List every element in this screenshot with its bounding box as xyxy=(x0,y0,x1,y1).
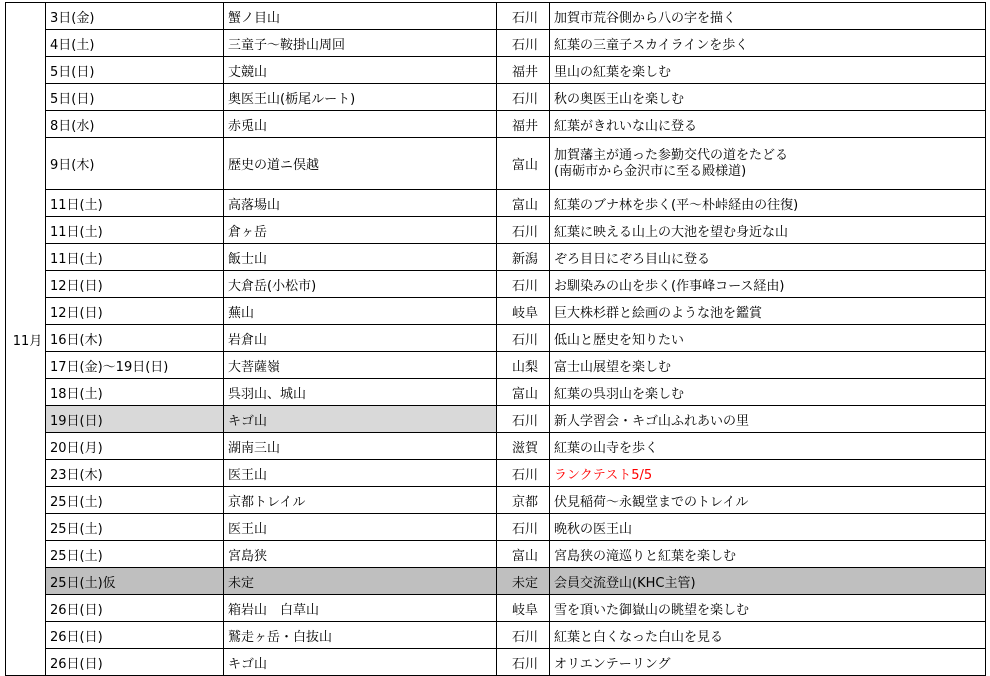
mountain-cell: 歴史の道ニ俣越 xyxy=(224,138,497,190)
table-row xyxy=(6,190,986,217)
description-cell: 会員交流登山(KHC主管) xyxy=(550,568,986,595)
date-cell: 26日(日) xyxy=(46,595,224,622)
table-row xyxy=(6,138,986,190)
date-cell: 3日(金) xyxy=(46,3,224,30)
mountain-cell: 三童子～鞍掛山周回 xyxy=(224,30,497,57)
date-cell: 19日(日) xyxy=(46,406,224,433)
mountain-cell: 奥医王山(栃尾ルート) xyxy=(224,84,497,111)
table-row xyxy=(6,433,986,460)
date-cell: 5日(日) xyxy=(46,57,224,84)
prefecture-cell: 京都 xyxy=(497,487,550,514)
date-cell: 26日(日) xyxy=(46,649,224,676)
table-row xyxy=(6,541,986,568)
date-cell: 9日(木) xyxy=(46,138,224,190)
date-cell: 8日(水) xyxy=(46,111,224,138)
date-cell: 12日(日) xyxy=(46,271,224,298)
date-cell: 16日(木) xyxy=(46,325,224,352)
table-row xyxy=(6,352,986,379)
description-cell: 紅葉の呉羽山を楽しむ xyxy=(550,379,986,406)
description-cell: 紅葉と白くなった白山を見る xyxy=(550,622,986,649)
prefecture-cell: 石川 xyxy=(497,622,550,649)
table-row xyxy=(6,649,986,676)
prefecture-cell: 山梨 xyxy=(497,352,550,379)
description-cell: ぞろ目日にぞろ目山に登る xyxy=(550,244,986,271)
table-row xyxy=(6,271,986,298)
date-cell: 18日(土) xyxy=(46,379,224,406)
description-cell: 秋の奥医王山を楽しむ xyxy=(550,84,986,111)
table-row xyxy=(6,111,986,138)
table-row xyxy=(6,325,986,352)
date-cell: 20日(月) xyxy=(46,433,224,460)
prefecture-cell: 石川 xyxy=(497,30,550,57)
description-cell: 紅葉の三童子スカイラインを歩く xyxy=(550,30,986,57)
mountain-cell: 赤兎山 xyxy=(224,111,497,138)
month-cell: 11月 xyxy=(6,3,46,676)
description-cell: 伏見稲荷～永観堂までのトレイル xyxy=(550,487,986,514)
table-row-highlighted xyxy=(6,406,986,433)
prefecture-cell: 石川 xyxy=(497,325,550,352)
prefecture-cell: 新潟 xyxy=(497,244,550,271)
table-row xyxy=(6,298,986,325)
date-cell: 25日(土) xyxy=(46,541,224,568)
mountain-cell: 京都トレイル xyxy=(224,487,497,514)
mountain-cell: 医王山 xyxy=(224,514,497,541)
prefecture-cell: 富山 xyxy=(497,190,550,217)
description-cell: 紅葉の山寺を歩く xyxy=(550,433,986,460)
mountain-cell: 蕪山 xyxy=(224,298,497,325)
table-row xyxy=(6,30,986,57)
date-cell: 25日(土) xyxy=(46,514,224,541)
date-cell: 25日(土) xyxy=(46,487,224,514)
prefecture-cell: 富山 xyxy=(497,541,550,568)
mountain-cell: 医王山 xyxy=(224,460,497,487)
prefecture-cell: 未定 xyxy=(497,568,550,595)
description-cell xyxy=(550,138,986,190)
mountain-cell: 岩倉山 xyxy=(224,325,497,352)
date-cell: 11日(土) xyxy=(46,244,224,271)
description-cell: 里山の紅葉を楽しむ xyxy=(550,57,986,84)
date-cell: 12日(日) xyxy=(46,298,224,325)
description-cell: 雪を頂いた御嶽山の眺望を楽しむ xyxy=(550,595,986,622)
prefecture-cell: 石川 xyxy=(497,460,550,487)
prefecture-cell: 福井 xyxy=(497,57,550,84)
mountain-cell: 鷲走ヶ岳・白抜山 xyxy=(224,622,497,649)
mountain-cell: 未定 xyxy=(224,568,497,595)
prefecture-cell: 滋賀 xyxy=(497,433,550,460)
description-cell: お馴染みの山を歩く(作事峰コース経由) xyxy=(550,271,986,298)
table-row xyxy=(6,57,986,84)
prefecture-cell: 石川 xyxy=(497,406,550,433)
description-cell: 富士山展望を楽しむ xyxy=(550,352,986,379)
mountain-cell: キゴ山 xyxy=(224,406,497,433)
description-cell: 紅葉のブナ林を歩く(平～朴峠経由の往復) xyxy=(550,190,986,217)
schedule-body xyxy=(6,3,986,676)
mountain-cell: 蟹ノ目山 xyxy=(224,3,497,30)
date-cell: 11日(土) xyxy=(46,217,224,244)
date-cell: 25日(土)仮 xyxy=(46,568,224,595)
prefecture-cell: 石川 xyxy=(497,514,550,541)
mountain-cell: 倉ヶ岳 xyxy=(224,217,497,244)
description-cell: 巨大株杉群と絵画のような池を鑑賞 xyxy=(550,298,986,325)
table-row xyxy=(6,514,986,541)
description-cell-rank-test: ランクテスト5/5 xyxy=(550,460,986,487)
mountain-cell: 丈競山 xyxy=(224,57,497,84)
mountain-cell: 湖南三山 xyxy=(224,433,497,460)
mountain-cell: 大菩薩嶺 xyxy=(224,352,497,379)
mountain-cell: キゴ山 xyxy=(224,649,497,676)
mountain-cell: 飯士山 xyxy=(224,244,497,271)
mountain-cell: 大倉岳(小松市) xyxy=(224,271,497,298)
mountain-cell: 箱岩山 白草山 xyxy=(224,595,497,622)
date-cell: 23日(木) xyxy=(46,460,224,487)
prefecture-cell: 福井 xyxy=(497,111,550,138)
prefecture-cell: 富山 xyxy=(497,138,550,190)
description-cell: 紅葉に映える山上の大池を望む身近な山 xyxy=(550,217,986,244)
table-row xyxy=(6,595,986,622)
table-row-highlighted xyxy=(6,568,986,595)
date-cell: 17日(金)～19日(日) xyxy=(46,352,224,379)
description-cell: 新人学習会・キゴ山ふれあいの里 xyxy=(550,406,986,433)
table-row xyxy=(6,622,986,649)
prefecture-cell: 石川 xyxy=(497,84,550,111)
prefecture-cell: 石川 xyxy=(497,649,550,676)
date-cell: 11日(土) xyxy=(46,190,224,217)
prefecture-cell: 岐阜 xyxy=(497,595,550,622)
table-row xyxy=(6,84,986,111)
prefecture-cell: 富山 xyxy=(497,379,550,406)
table-row xyxy=(6,217,986,244)
description-cell: 低山と歴史を知りたい xyxy=(550,325,986,352)
date-cell: 4日(土) xyxy=(46,30,224,57)
description-cell: 加賀市荒谷側から八の字を描く xyxy=(550,3,986,30)
prefecture-cell: 石川 xyxy=(497,217,550,244)
table-row xyxy=(6,3,986,30)
mountain-cell: 高落場山 xyxy=(224,190,497,217)
date-cell: 5日(日) xyxy=(46,84,224,111)
mountain-cell: 宮島狭 xyxy=(224,541,497,568)
schedule-table xyxy=(5,2,986,676)
description-cell: 紅葉がきれいな山に登る xyxy=(550,111,986,138)
description-cell: 宮島狭の滝巡りと紅葉を楽しむ xyxy=(550,541,986,568)
table-row xyxy=(6,460,986,487)
prefecture-cell: 石川 xyxy=(497,271,550,298)
prefecture-cell: 岐阜 xyxy=(497,298,550,325)
mountain-cell: 呉羽山、城山 xyxy=(224,379,497,406)
prefecture-cell: 石川 xyxy=(497,3,550,30)
table-row xyxy=(6,244,986,271)
description-line: 加賀藩主が通った参勤交代の道をたどる xyxy=(554,147,789,163)
description-line: (南砺市から金沢市に至る殿様道) xyxy=(554,163,747,179)
date-cell: 26日(日) xyxy=(46,622,224,649)
description-cell: 晩秋の医王山 xyxy=(550,514,986,541)
description-cell: オリエンテーリング xyxy=(550,649,986,676)
table-row xyxy=(6,487,986,514)
table-row xyxy=(6,379,986,406)
